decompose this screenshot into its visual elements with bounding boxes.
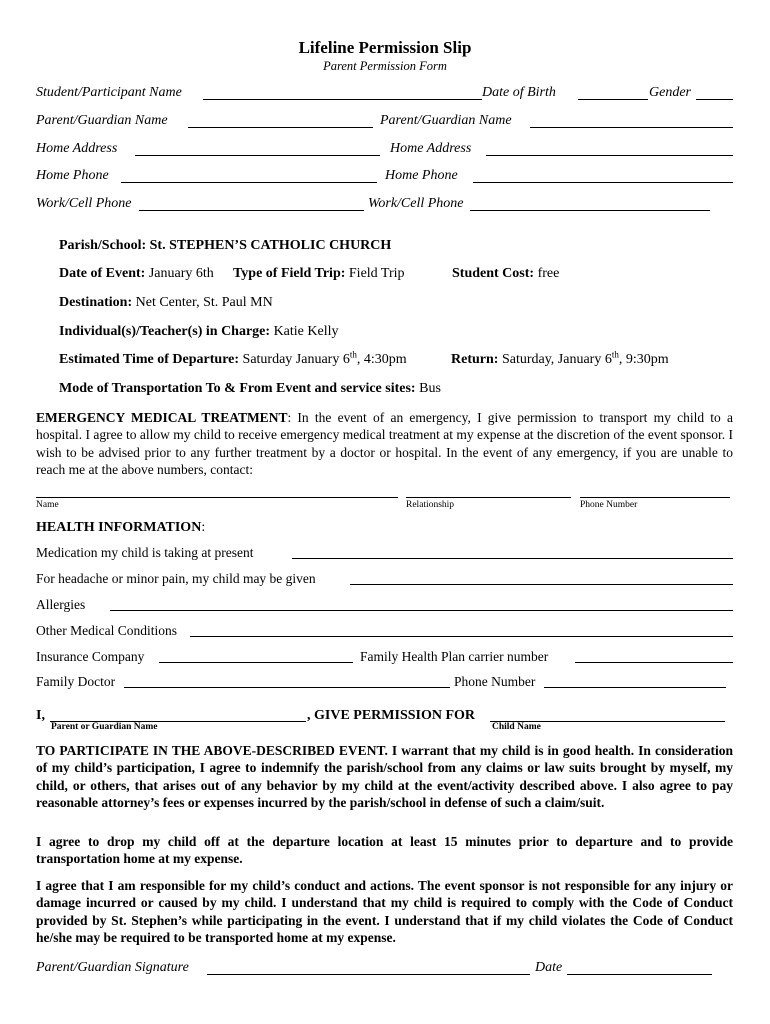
parish-row	[59, 238, 391, 254]
departure-label: Estimated Time of Departure:	[59, 352, 240, 367]
student-cost-label: Student Cost:	[452, 266, 535, 281]
allergies-label: Allergies	[36, 597, 86, 612]
trip-type-value: Field Trip	[348, 266, 405, 281]
signature-field[interactable]	[207, 974, 530, 975]
insurance-field[interactable]	[159, 662, 353, 663]
gender-label: Gender	[649, 85, 691, 100]
emergency-relationship-field[interactable]	[406, 497, 571, 498]
emergency-phone-field[interactable]	[580, 497, 730, 498]
transport-label: Mode of Transportation To & From Event and service sites:	[59, 381, 416, 396]
emergency-heading: EMERGENCY MEDICAL TREATMENT	[36, 410, 288, 425]
emergency-phone-caption: Phone Number	[580, 500, 638, 510]
work-cell-label-2: Work/Cell Phone	[368, 196, 464, 211]
headache-label: For headache or minor pain, my child may be given	[36, 571, 316, 586]
permission-i: I,	[36, 708, 45, 723]
health-plan-label: Family Health Plan carrier number	[360, 649, 549, 664]
student-name-label: Student/Participant Name	[36, 85, 182, 100]
emergency-relationship-caption: Relationship	[406, 500, 455, 510]
doctor-phone-field[interactable]	[544, 687, 726, 688]
guardian-name-field-2[interactable]	[530, 127, 733, 128]
trip-type-label: Type of Field Trip:	[233, 266, 346, 281]
transport-row	[59, 381, 441, 397]
terms-lead: TO PARTICIPATE IN THE ABOVE-DESCRIBED EVENT	[36, 743, 385, 758]
emergency-paragraph	[36, 409, 733, 479]
headache-field[interactable]	[350, 584, 733, 585]
guardian-name-label-2: Parent/Guardian Name	[380, 113, 512, 128]
date-of-birth-label: Date of Birth	[482, 85, 556, 100]
home-address-label-2: Home Address	[390, 141, 472, 156]
terms-paragraph-2: I agree to drop my child off at the departure location at least 15 minutes prior to departure and to provide transportation home at my expense.	[36, 834, 733, 867]
home-phone-label-1: Home Phone	[36, 168, 109, 183]
in-charge-label: Individual(s)/Teacher(s) in Charge:	[59, 324, 271, 339]
medication-field[interactable]	[292, 558, 733, 559]
health-heading: HEALTH INFORMATION	[36, 520, 202, 535]
departure-row	[59, 349, 407, 368]
emergency-name-field[interactable]	[36, 497, 398, 498]
child-name-caption: Child Name	[492, 722, 541, 732]
medication-label: Medication my child is taking at present	[36, 545, 254, 560]
home-phone-field-2[interactable]	[473, 182, 733, 183]
destination-value: Net Center, St. Paul MN	[135, 295, 273, 310]
page-subtitle: Parent Permission Form	[323, 59, 447, 73]
give-permission-label: , GIVE PERMISSION FOR	[307, 708, 476, 723]
insurance-label: Insurance Company	[36, 649, 145, 664]
student-name-field[interactable]	[203, 99, 482, 100]
terms-paragraph-1	[36, 742, 733, 812]
doctor-phone-label: Phone Number	[454, 674, 536, 689]
destination-label: Destination:	[59, 295, 133, 310]
parish-label: Parish/School:	[59, 238, 147, 253]
return-value: Saturday, January 6th, 9:30pm	[501, 349, 669, 367]
event-date-value: January 6th	[148, 266, 214, 281]
work-cell-field-1[interactable]	[139, 210, 364, 211]
home-phone-label-2: Home Phone	[385, 168, 458, 183]
emergency-text: : In the event of an emergency, I give permission to transport my child to a hospital. I agree to allow my child to receive emergency medical treatment at my expense at the discretion of the event sponsor. I wish to be advised prior to any further treatment by a doctor or hospital. In the event of any emergency, if you are unable to reach me at the above numbers, contact:	[36, 410, 734, 478]
guardian-name-label-1: Parent/Guardian Name	[36, 113, 168, 128]
event-date-label: Date of Event:	[59, 266, 146, 281]
return-label: Return:	[451, 352, 499, 367]
trip-type-row	[233, 266, 405, 282]
terms-paragraph-3: I agree that I am responsible for my child’s conduct and actions. The event sponsor is not responsible for any injury or damage incurred or caused by my child. I understand that my child is required to comply with the Code of Conduct provided by St. Stephen’s while participating in the event. I understand that if my child violates the Code of Conduct he/she may be required to be transported home at my expense.	[36, 878, 733, 946]
health-plan-field[interactable]	[575, 662, 733, 663]
other-conditions-field[interactable]	[190, 636, 733, 637]
signature-label: Parent/Guardian Signature	[36, 960, 189, 975]
parent-name-caption: Parent or Guardian Name	[51, 722, 158, 732]
emergency-name-caption: Name	[36, 500, 59, 510]
return-row	[451, 349, 669, 368]
guardian-name-field-1[interactable]	[188, 127, 373, 128]
health-heading-row: HEALTH INFORMATION:	[36, 520, 206, 535]
departure-value: Saturday January 6th, 4:30pm	[242, 349, 407, 367]
other-conditions-label: Other Medical Conditions	[36, 623, 177, 638]
student-cost-row	[452, 266, 559, 282]
signature-date-label: Date	[535, 960, 563, 975]
home-address-label-1: Home Address	[36, 141, 118, 156]
home-address-field-2[interactable]	[486, 155, 733, 156]
page-title: Lifeline Permission Slip	[298, 38, 472, 57]
home-address-field-1[interactable]	[135, 155, 380, 156]
in-charge-row	[59, 324, 338, 340]
student-cost-value: free	[537, 266, 560, 281]
date-of-birth-field[interactable]	[578, 99, 648, 100]
parish-value: St. STEPHEN’S CATHOLIC CHURCH	[149, 238, 392, 253]
home-phone-field-1[interactable]	[121, 182, 377, 183]
terms-text: . I warrant that my child is in good health. In consideration of my child’s participation, I agree to indemnify the parish/school from any claims or law suits brought by myself, my child, or others, that arises out of any behavior by my child at the event/activity described above. I also agree to pay reasonable attorney’s fees or expenses incurred by the parish/school in defense of such a claim/suit.	[36, 743, 733, 811]
work-cell-label-1: Work/Cell Phone	[36, 196, 132, 211]
destination-row	[59, 295, 273, 311]
event-date-row	[59, 266, 214, 282]
in-charge-value: Katie Kelly	[273, 324, 339, 339]
doctor-field[interactable]	[124, 687, 450, 688]
allergies-field[interactable]	[110, 610, 733, 611]
gender-field[interactable]	[696, 99, 733, 100]
doctor-label: Family Doctor	[36, 674, 116, 689]
transport-value: Bus	[419, 381, 441, 396]
signature-date-field[interactable]	[567, 974, 712, 975]
work-cell-field-2[interactable]	[470, 210, 710, 211]
